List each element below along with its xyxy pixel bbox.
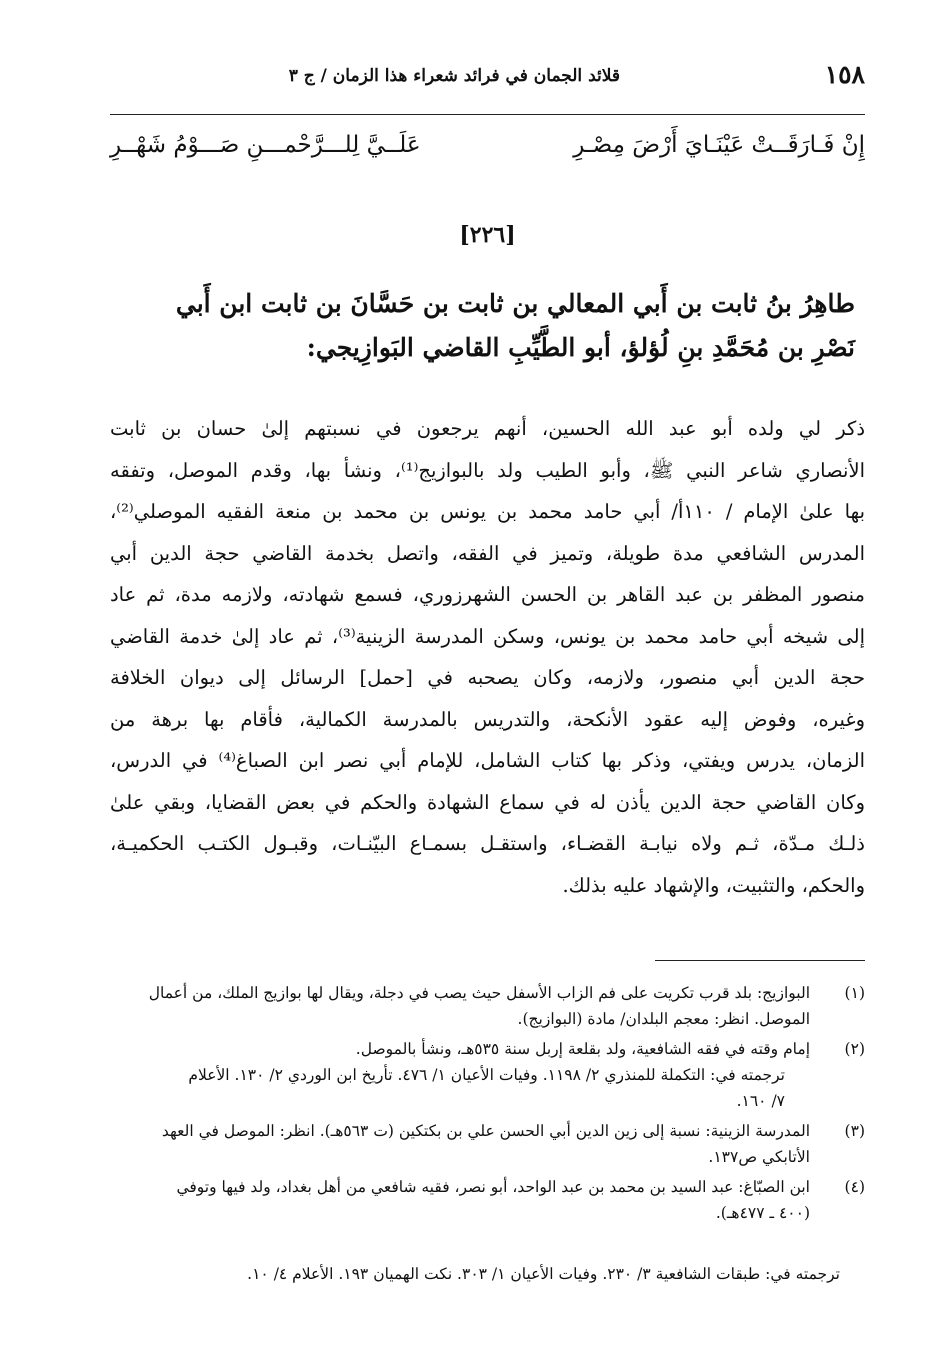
- body-line: الأنصاري شاعر النبي ﷺ، وأبو الطيب ولد بالبوازيج⁽¹⁾، ونشأ بها، وقدم الموصل، وتفقه: [110, 458, 866, 482]
- body-line: بها علىٰ الإمام / ١١٠أ/ أبي حامد محمد بن يونس بن محمد بن منعة الفقيه الموصلي⁽²⁾،: [110, 500, 865, 523]
- footnote-line: الموصل. انظر: معجم البلدان/ مادة (البوازيج).: [517, 1010, 810, 1028]
- poem-verse: [110, 128, 865, 180]
- footnote-continuation: ترجمته في: طبقات الشافعية ٣/ ٢٣٠. وفيات الأعيان ١/ ٣٠٣. نكت الهميان ١٩٣. الأعلام ٤/ ١٠.: [247, 1265, 840, 1283]
- footnote-line: ترجمته في: التكملة للمنذري ٢/ ١١٩٨. وفيات الأعيان ١/ ٤٧٦. تأريخ ابن الوردي ٢/ ١٣٠. الأعلام: [188, 1066, 785, 1084]
- running-title: قلائد الجمان في فرائد شعراء هذا الزمان / ج ٣: [288, 66, 620, 86]
- footnote-line: المدرسة الزينية: نسبة إلى زين الدين أبي الحسن علي بن بكتكين (ت ٥٦٣هـ). انظر: الموصل في العهد: [161, 1122, 810, 1140]
- footnote-line: إمام وقته في فقه الشافعية، ولد بقلعة إربل سنة ٥٣٥هـ، ونشأ بالموصل.: [355, 1040, 810, 1058]
- entry-title-line: نَصْرِ بن مُحَمَّدِ بنِ لُؤلؤ، أبو الطَّيِّبِ القاضي البَوازِيجي:: [306, 333, 855, 362]
- footnote-number: (٤): [844, 1178, 865, 1196]
- footnotes: [110, 980, 865, 1230]
- header-rule: [110, 114, 865, 115]
- body-line: ذلـك مـدّة، ثـم ولاه نيابـة القضـاء، واستقـل بسمـاع البيّنـات، وقبـول الكتـب الحكميـة،: [110, 832, 865, 855]
- footnote-number: (٣): [844, 1122, 865, 1140]
- entry-body: [110, 408, 865, 906]
- footnote: [110, 1174, 865, 1226]
- page-number: ١٥٨: [824, 60, 865, 89]
- body-line: إلى شيخه أبي حامد محمد بن يونس، وسكن المدرسة الزينية⁽³⁾، ثم عاد إلىٰ خدمة القاضي: [110, 624, 865, 648]
- body-line: وكان القاضي حجة الدين يأذن له في سماع الشهادة والحكم في بعض القضايا، وبقي علىٰ: [110, 790, 865, 814]
- entry-number: [٢٢٦]: [459, 222, 516, 248]
- footnote: [110, 980, 865, 1032]
- entry-title-line: طاهِرُ بنُ ثابت بن أَبي المعالي بن ثابت بن حَسَّانَ بن ثابت ابن أَبي: [175, 289, 855, 318]
- footnote-line: ٧/ ١٦٠.: [736, 1092, 785, 1110]
- footnote-number: (٢): [844, 1040, 865, 1058]
- body-line: حجة الدين أبي منصور، ولازمه، وكان يصحبه في [حمل] الرسائل إلى ديوان الخلافة: [110, 666, 865, 689]
- footnote: [110, 1036, 865, 1114]
- footnote-line: الأتابكي ص١٣٧.: [708, 1148, 810, 1166]
- body-line: والحكم، والتثبيت، والإشهاد عليه بذلك.: [562, 873, 865, 897]
- verse-hemistich-left: عَلَــيَّ لِلـــرَّحْمـــنِ صَـــوْمُ شَهْــرِ: [110, 132, 421, 158]
- body-line: منصور المظفر بن عبد القاهر بن الحسن الشهرزوري، فسمع شهادته، ولازمه مدة، ثم عاد: [110, 583, 865, 606]
- body-line: وغيره، وفوض إليه عقود الأنكحة، والتدريس بالمدرسة الكمالية، فأقام بها برهة من: [110, 707, 865, 731]
- footnote-number: (١): [844, 984, 865, 1002]
- footnote-line: ابن الصبّاغ: عبد السيد بن محمد بن عبد الواحد، أبو نصر، فقيه شافعي من أهل بغداد، ولد فيها وتوفي: [176, 1178, 810, 1196]
- body-line: المدرس الشافعي مدة طويلة، وتميز في الفقه، واتصل بخدمة القاضي حجة الدين أبي: [110, 541, 865, 565]
- body-line: ذكر لي ولده أبو عبد الله الحسين، أنهم يرجعون في نسبتهم إلىٰ حسان بن ثابت: [110, 417, 865, 440]
- footnote: [110, 1118, 865, 1170]
- page-header: [110, 58, 865, 98]
- footnote-rule: [655, 960, 865, 961]
- entry-title: [125, 282, 855, 370]
- footnote-line: البوازيج: بلد قرب تكريت على فم الزاب الأسفل حيث يصب في دجلة، ويقال لها بوازيج الملك، من أعمال: [148, 984, 810, 1002]
- verse-hemistich-right: إِنْ فَـارَقَــتْ عَيْنَـايَ أَرْضَ مِصْـرِ: [573, 132, 865, 158]
- body-line: الزمان، يدرس ويفتي، وذكر بها كتاب الشامل، للإمام أبي نصر ابن الصباغ⁽⁴⁾ في الدرس،: [110, 749, 865, 772]
- footnote-line: (٤٠٠ ـ ٤٧٧هـ).: [715, 1204, 810, 1222]
